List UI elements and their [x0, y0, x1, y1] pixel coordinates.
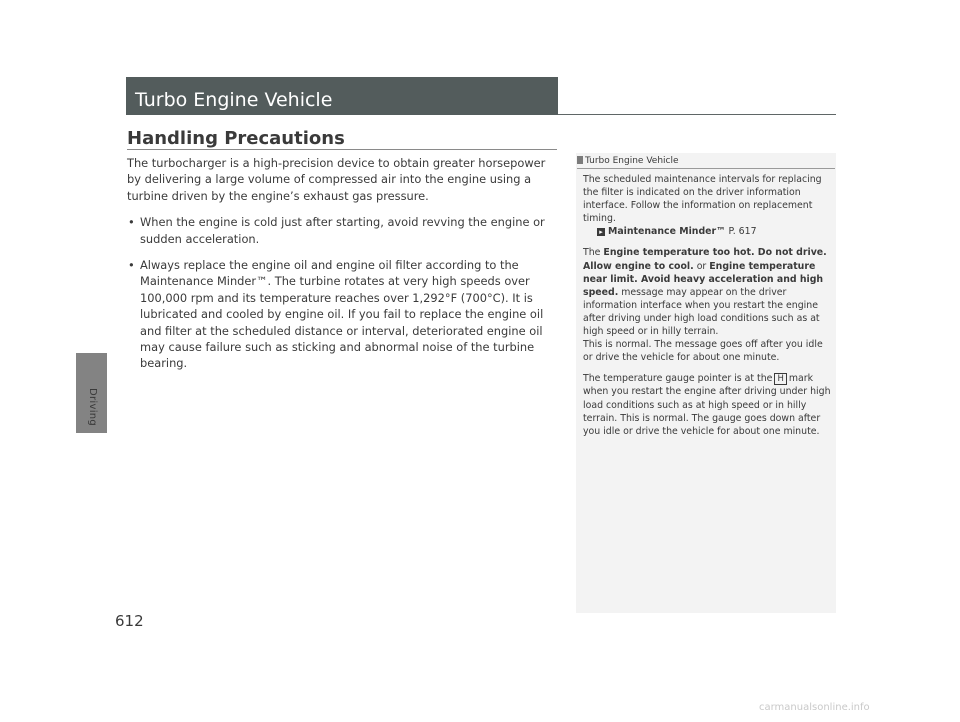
xref-label: Maintenance Minder™	[608, 226, 726, 238]
page-number: 612	[115, 612, 144, 630]
title-rule	[558, 114, 836, 115]
heading-rule	[127, 149, 557, 150]
note-para3-a: The temperature gauge pointer is at the	[583, 373, 773, 385]
note-body	[583, 173, 831, 446]
note-paragraph	[583, 246, 831, 364]
bullet-dot: •	[128, 258, 135, 273]
note-marker-icon	[577, 156, 583, 164]
intro-paragraph: The turbocharger is a high-precision device to obtain greater horsepower by delivering a large volume of compressed air into the engine using a turbine driven by the engine’s exhaust gas pressure.	[127, 156, 546, 203]
body-text	[127, 155, 559, 382]
note-header-label: Turbo Engine Vehicle	[585, 156, 679, 166]
note-para2-tail: This is normal. The message goes off after you idle or drive the vehicle for about one minute.	[583, 339, 823, 364]
note-para3-b: mark when you restart the engine after driving under high load conditions such as at high speed or in hilly terrain. This is normal. The gauge goes down after you idle or drive the vehicle for about one minute.	[583, 373, 831, 437]
chapter-label: Driving	[87, 388, 98, 427]
xref-page: P. 617	[728, 226, 757, 238]
watermark: carmanualsonline.info	[759, 702, 870, 713]
note-paragraph	[583, 372, 831, 437]
note-para2-lead: The	[583, 247, 601, 259]
bullet-item	[127, 214, 559, 247]
note-para2-rest: message may appear on the driver information interface when you restart the engine after driving under high load conditions such as at high speed or in hilly terrain.	[583, 286, 820, 338]
warning-message-2: Engine temperature near limit. Avoid heavy acceleration and high speed.	[583, 260, 824, 298]
bullet-dot: •	[128, 215, 135, 230]
note-paragraph	[583, 173, 831, 238]
warning-message-1: Engine temperature too hot. Do not drive. Allow engine to cool.	[583, 247, 827, 272]
note-para1: The scheduled maintenance intervals for replacing the filter is indicated on the driver information interface. Follow the information on replacement timing.	[583, 174, 822, 225]
note-rule	[577, 168, 835, 169]
page-heading: Handling Precautions	[127, 128, 345, 149]
bullet-text: When the engine is cold just after starting, avoid revving the engine or sudden acceleration.	[140, 215, 545, 246]
bullet-item	[127, 257, 559, 372]
bullet-text: Always replace the engine oil and engine oil filter according to the Maintenance Minder™. The turbine rotates at very high speeds over 100,000 rpm and its temperature reaches over 1,292°F (700°C). It is lubricated and cooled by engine oil. If you fail to replace the engine oil and filter at the scheduled distance or interval, deteriorated engine oil may cause failure such as sticking and abnormal noise of the turbine bearing.	[140, 258, 544, 371]
h-mark-key: H	[774, 373, 786, 385]
reference-arrow-icon: ▸	[597, 228, 605, 236]
section-title: Turbo Engine Vehicle	[135, 89, 333, 111]
note-para2-or: or	[696, 260, 707, 272]
note-header	[577, 156, 679, 166]
cross-reference[interactable]	[583, 226, 757, 237]
